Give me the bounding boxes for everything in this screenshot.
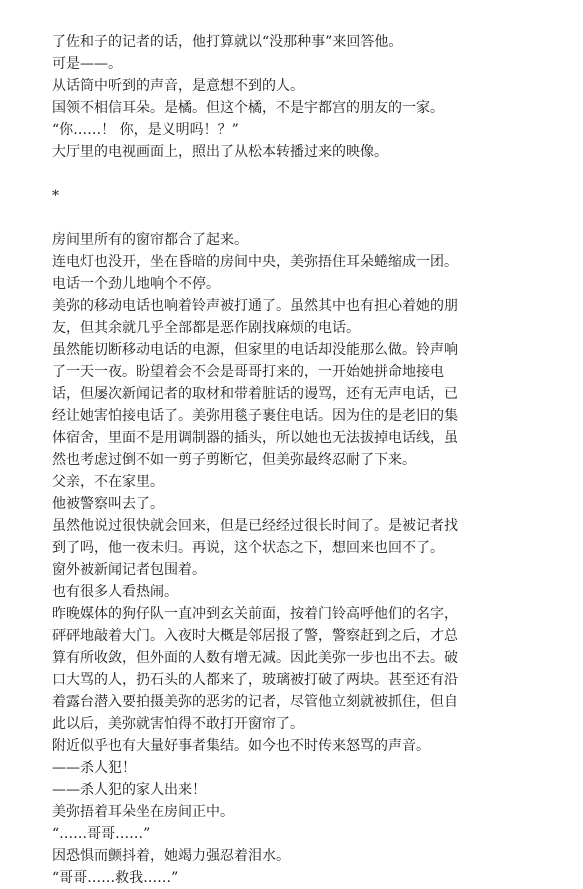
text-line: 可是——。 (52, 56, 122, 72)
text-line: 虽然能切断移动电话的电源，但家里的电话却没能那么做。铃声响 (52, 342, 458, 358)
text-line: 因恐惧而颤抖着，她竭力强忍着泪水。 (52, 848, 290, 864)
text-line: 附近似乎也有大量好事者集结。如今也不时传来怒骂的声音。 (52, 738, 430, 754)
text-line: 昨晚媒体的狗仔队一直冲到玄关前面，按着门铃高呼他们的名字， (52, 606, 458, 622)
text-line: 美弥的移动电话也响着铃声被打通了。虽然其中也有担心着她的朋 (52, 298, 458, 314)
text-line: 友，但其余就几乎全部都是恶作剧找麻烦的电话。 (52, 320, 360, 336)
text-line: 了佐和子的记者的话，他打算就以“没那种事”来回答他。 (52, 34, 403, 50)
text-line: “哥哥……救我……” (52, 870, 179, 886)
blank-line (52, 163, 553, 185)
text-line: 房间里所有的窗帘都合了起来。 (52, 232, 248, 248)
text-line: “你……！ 你，是义明吗！？” (52, 122, 239, 138)
text-line: 经让她害怕接电话了。美弥用毯子裹住电话。因为住的是老旧的集 (52, 408, 458, 424)
text-line: 电话一个劲儿地响个不停。 (52, 276, 220, 292)
section-separator: * (52, 188, 59, 204)
section-two (52, 229, 553, 889)
blank-line (52, 207, 553, 229)
text-line: 国领不相信耳朵。是橘。但这个橘，不是宇都宫的朋友的一家。 (52, 100, 444, 116)
text-line: 然也考虑过倒不如一剪子剪断它，但美弥最终忍耐了下来。 (52, 452, 416, 468)
text-line: 大厅里的电视画面上，照出了从松本转播过来的映像。 (52, 144, 388, 160)
text-line: 算有所收敛，但外面的人数有增无减。因此美弥一步也出不去。破 (52, 650, 458, 666)
text-line: 连电灯也没开，坐在昏暗的房间中央，美弥捂住耳朵蜷缩成一团。 (52, 254, 458, 270)
text-line: 窗外被新闻记者包围着。 (52, 562, 206, 578)
text-line: “……哥哥……” (52, 826, 151, 842)
text-line: 虽然他说过很快就会回来，但是已经经过很长时间了。是被记者找 (52, 518, 458, 534)
text-line: 到了吗，他一夜未归。再说，这个状态之下，想回来也回不了。 (52, 540, 444, 556)
text-line: 口大骂的人，扔石头的人都来了，玻璃被打破了两块。甚至还有沿 (52, 672, 458, 688)
text-line: ——杀人犯！ (52, 760, 136, 776)
text-line: 体宿舍，里面不是用调制器的插头，所以她也无法拔掉电话线，虽 (52, 430, 458, 446)
text-line: 从话筒中听到的声音，是意想不到的人。 (52, 78, 304, 94)
text-line: 了一天一夜。盼望着会不会是哥哥打来的，一开始她拼命地接电 (52, 364, 444, 380)
text-line: 此以后，美弥就害怕得不敢打开窗帘了。 (52, 716, 304, 732)
text-line: 他被警察叫去了。 (52, 496, 164, 512)
text-line: ——杀人犯的家人出来！ (52, 782, 206, 798)
text-line: 父亲，不在家里。 (52, 474, 164, 490)
text-line: 着露台潜入要拍摄美弥的恶劣的记者，尽管他立刻就被抓住，但自 (52, 694, 458, 710)
text-line: 话，但屡次新闻记者的取材和带着脏话的谩骂，还有无声电话，已 (52, 386, 458, 402)
text-line: 砰砰地敲着大门。入夜时大概是邻居报了警，警察赶到之后，才总 (52, 628, 458, 644)
text-line: 美弥捂着耳朵坐在房间正中。 (52, 804, 234, 820)
text-line: 也有很多人看热闹。 (52, 584, 178, 600)
section-one (52, 31, 553, 163)
